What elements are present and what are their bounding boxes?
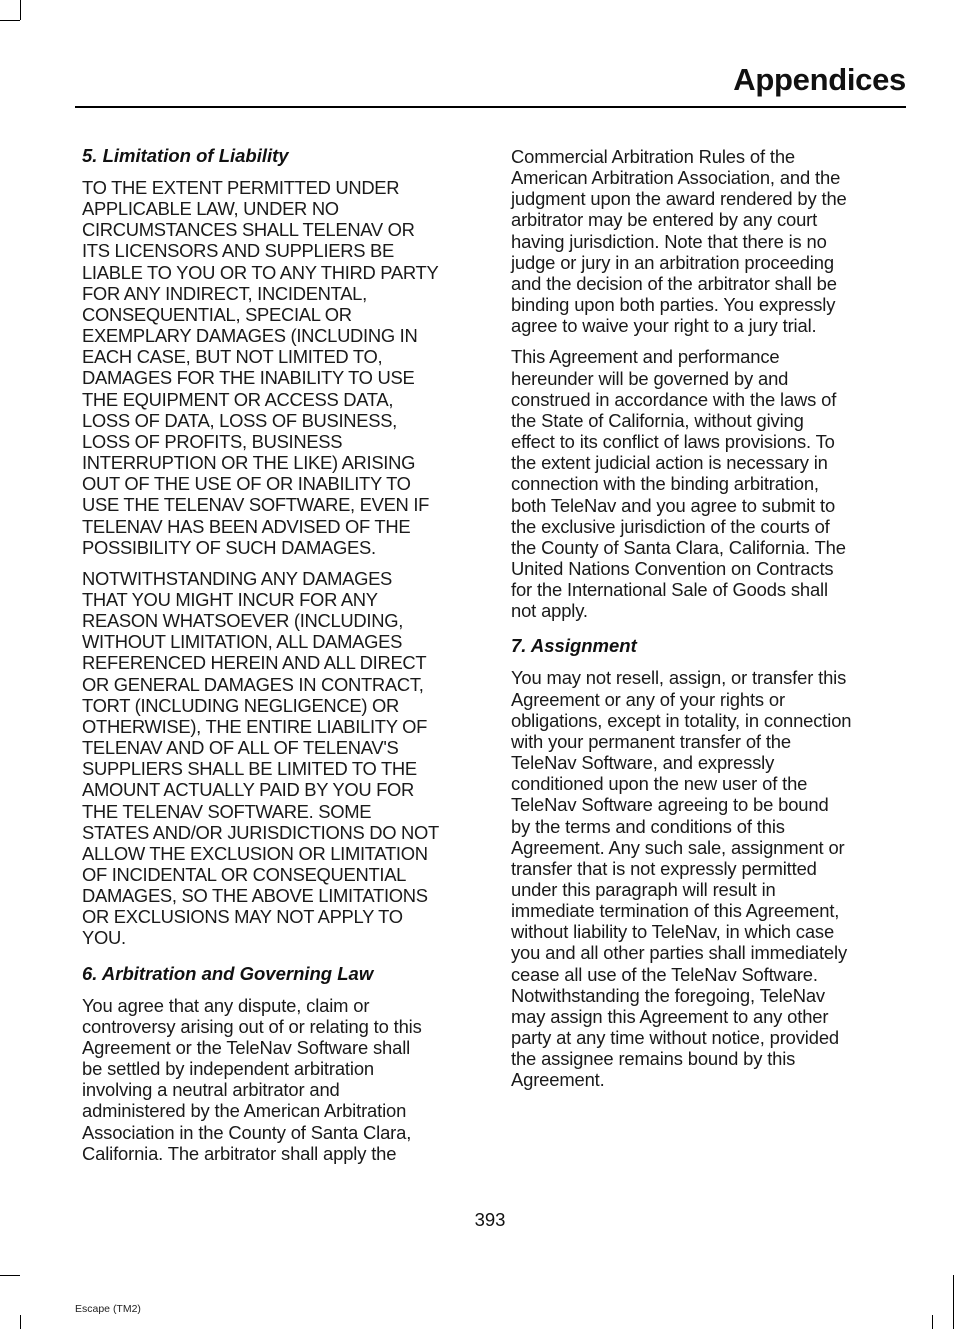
footer-model-label: Escape (TM2) xyxy=(75,1303,141,1315)
crop-mark-top-left-v xyxy=(20,0,21,20)
section-heading-arbitration: 6. Arbitration and Governing Law xyxy=(82,962,374,984)
crop-mark-top-left-h xyxy=(0,20,20,21)
paragraph-liability-limitation: TO THE EXTENT PERMITTED UNDER APPLICABLE LAW, UNDER NO CIRCUMSTANCES SHALL TELENAV OR ITS LICENSORS AND SUPPLIERS BE LIABLE TO YOU OR TO ANY THIRD PARTY FOR ANY INDIRECT, INCIDENTAL, CONSEQUENTIAL, SPECIAL OR EXEMPLARY DAMAGES (INCLUDING IN EACH CASE, BUT NOT LIMITED TO, DAMAGES FOR THE INABILITY TO USE THE EQUIPMENT OR ACCESS DATA, LOSS OF DATA, LOSS OF BUSINESS, LOSS OF PROFITS, BUSINESS INTERRUPTION OR THE LIKE) ARISING OUT OF THE USE OF OR INABILITY TO USE THE TELENAV SOFTWARE, EVEN IF TELENAV HAS BEEN ADVISED OF THE POSSIBILITY OF SUCH DAMAGES. xyxy=(82,177,439,558)
paragraph-liability-cap: NOTWITHSTANDING ANY DAMAGES THAT YOU MIGHT INCUR FOR ANY REASON WHATSOEVER (INCLUDING, WITHOUT LIMITATION, ALL DAMAGES REFERENCED HEREIN AND ALL DIRECT OR GENERAL DAMAGES IN CONTRACT, TORT (INCLUDING NEGLIGENCE) OR OTHERWISE), THE ENTIRE LIABILITY OF TELENAV AND OF ALL OF TELENAV'S SUPPLIERS SHALL BE LIMITED TO THE AMOUNT ACTUALLY PAID BY YOU FOR THE TELENAV SOFTWARE. SOME STATES AND/OR JURISDICTIONS DO NOT ALLOW THE EXCLUSION OR LIMITATION OF INCIDENTAL OR CONSEQUENTIAL DAMAGES, SO THE ABOVE LIMITATIONS OR EXCLUSIONS MAY NOT APPLY TO YOU. xyxy=(82,567,439,949)
crop-mark-bottom-right-v1 xyxy=(932,1315,933,1329)
page-title: Appendices xyxy=(733,62,906,97)
paragraph-arbitration-dispute: You agree that any dispute, claim or controversy arising out of or relating to this Agreement or the TeleNav Software shall be settled by independent arbitration involving a neutral arbitrator and administered by the American Arbitration Association in the County of Santa Clara, California. The arbitrator shall apply the xyxy=(82,994,422,1164)
section-heading-limitation-of-liability: 5. Limitation of Liability xyxy=(82,145,289,166)
paragraph-assignment: You may not resell, assign, or transfer this Agreement or any of your rights or obligations, except in totality, in connection with your permanent transfer of the TeleNav Software, and expressly conditioned upon the new user of the TeleNav Software agreeing to be bound by the terms and conditions of this Agreement. Any such sale, assignment or transfer that is not expressly permitted under this paragraph will result in immediate termination of this Agreement, without liability to TeleNav, in which case you and all other parties shall immediately cease all use of the TeleNav Software. Notwithstanding the foregoing, TeleNav may assign this Agreement to any other party at any time without notice, provided the assignee remains bound by this Agreement. xyxy=(511,667,852,1091)
right-column xyxy=(511,146,905,1101)
header-divider xyxy=(75,106,906,108)
paragraph-arbitration-rules: Commercial Arbitration Rules of the American Arbitration Association, and the judgment upon the award rendered by the arbitrator may be entered by any court having jurisdiction. Note that there is no judge or jury in an arbitration proceeding and the decision of the arbitrator shall be binding upon both parties. You expressly agree to waive your right to a jury trial. xyxy=(511,146,847,337)
left-column xyxy=(82,144,474,1174)
crop-mark-bottom-left-v xyxy=(20,1315,21,1329)
crop-mark-bottom-left-h xyxy=(0,1275,20,1276)
page-number: 393 xyxy=(474,1209,506,1230)
section-heading-assignment: 7. Assignment xyxy=(511,635,637,657)
paragraph-governing-law: This Agreement and performance hereunder will be governed by and construed in accordance with the laws of the State of California, without giving effect to its conflict of laws provisions. To the extent judicial action is necessary in connection with the binding arbitration, both TeleNav and you agree to submit to the exclusive jurisdiction of the courts of the County of Santa Clara, California. The United Nations Convention on Contracts for the International Sale of Goods shall not apply. xyxy=(511,346,846,622)
